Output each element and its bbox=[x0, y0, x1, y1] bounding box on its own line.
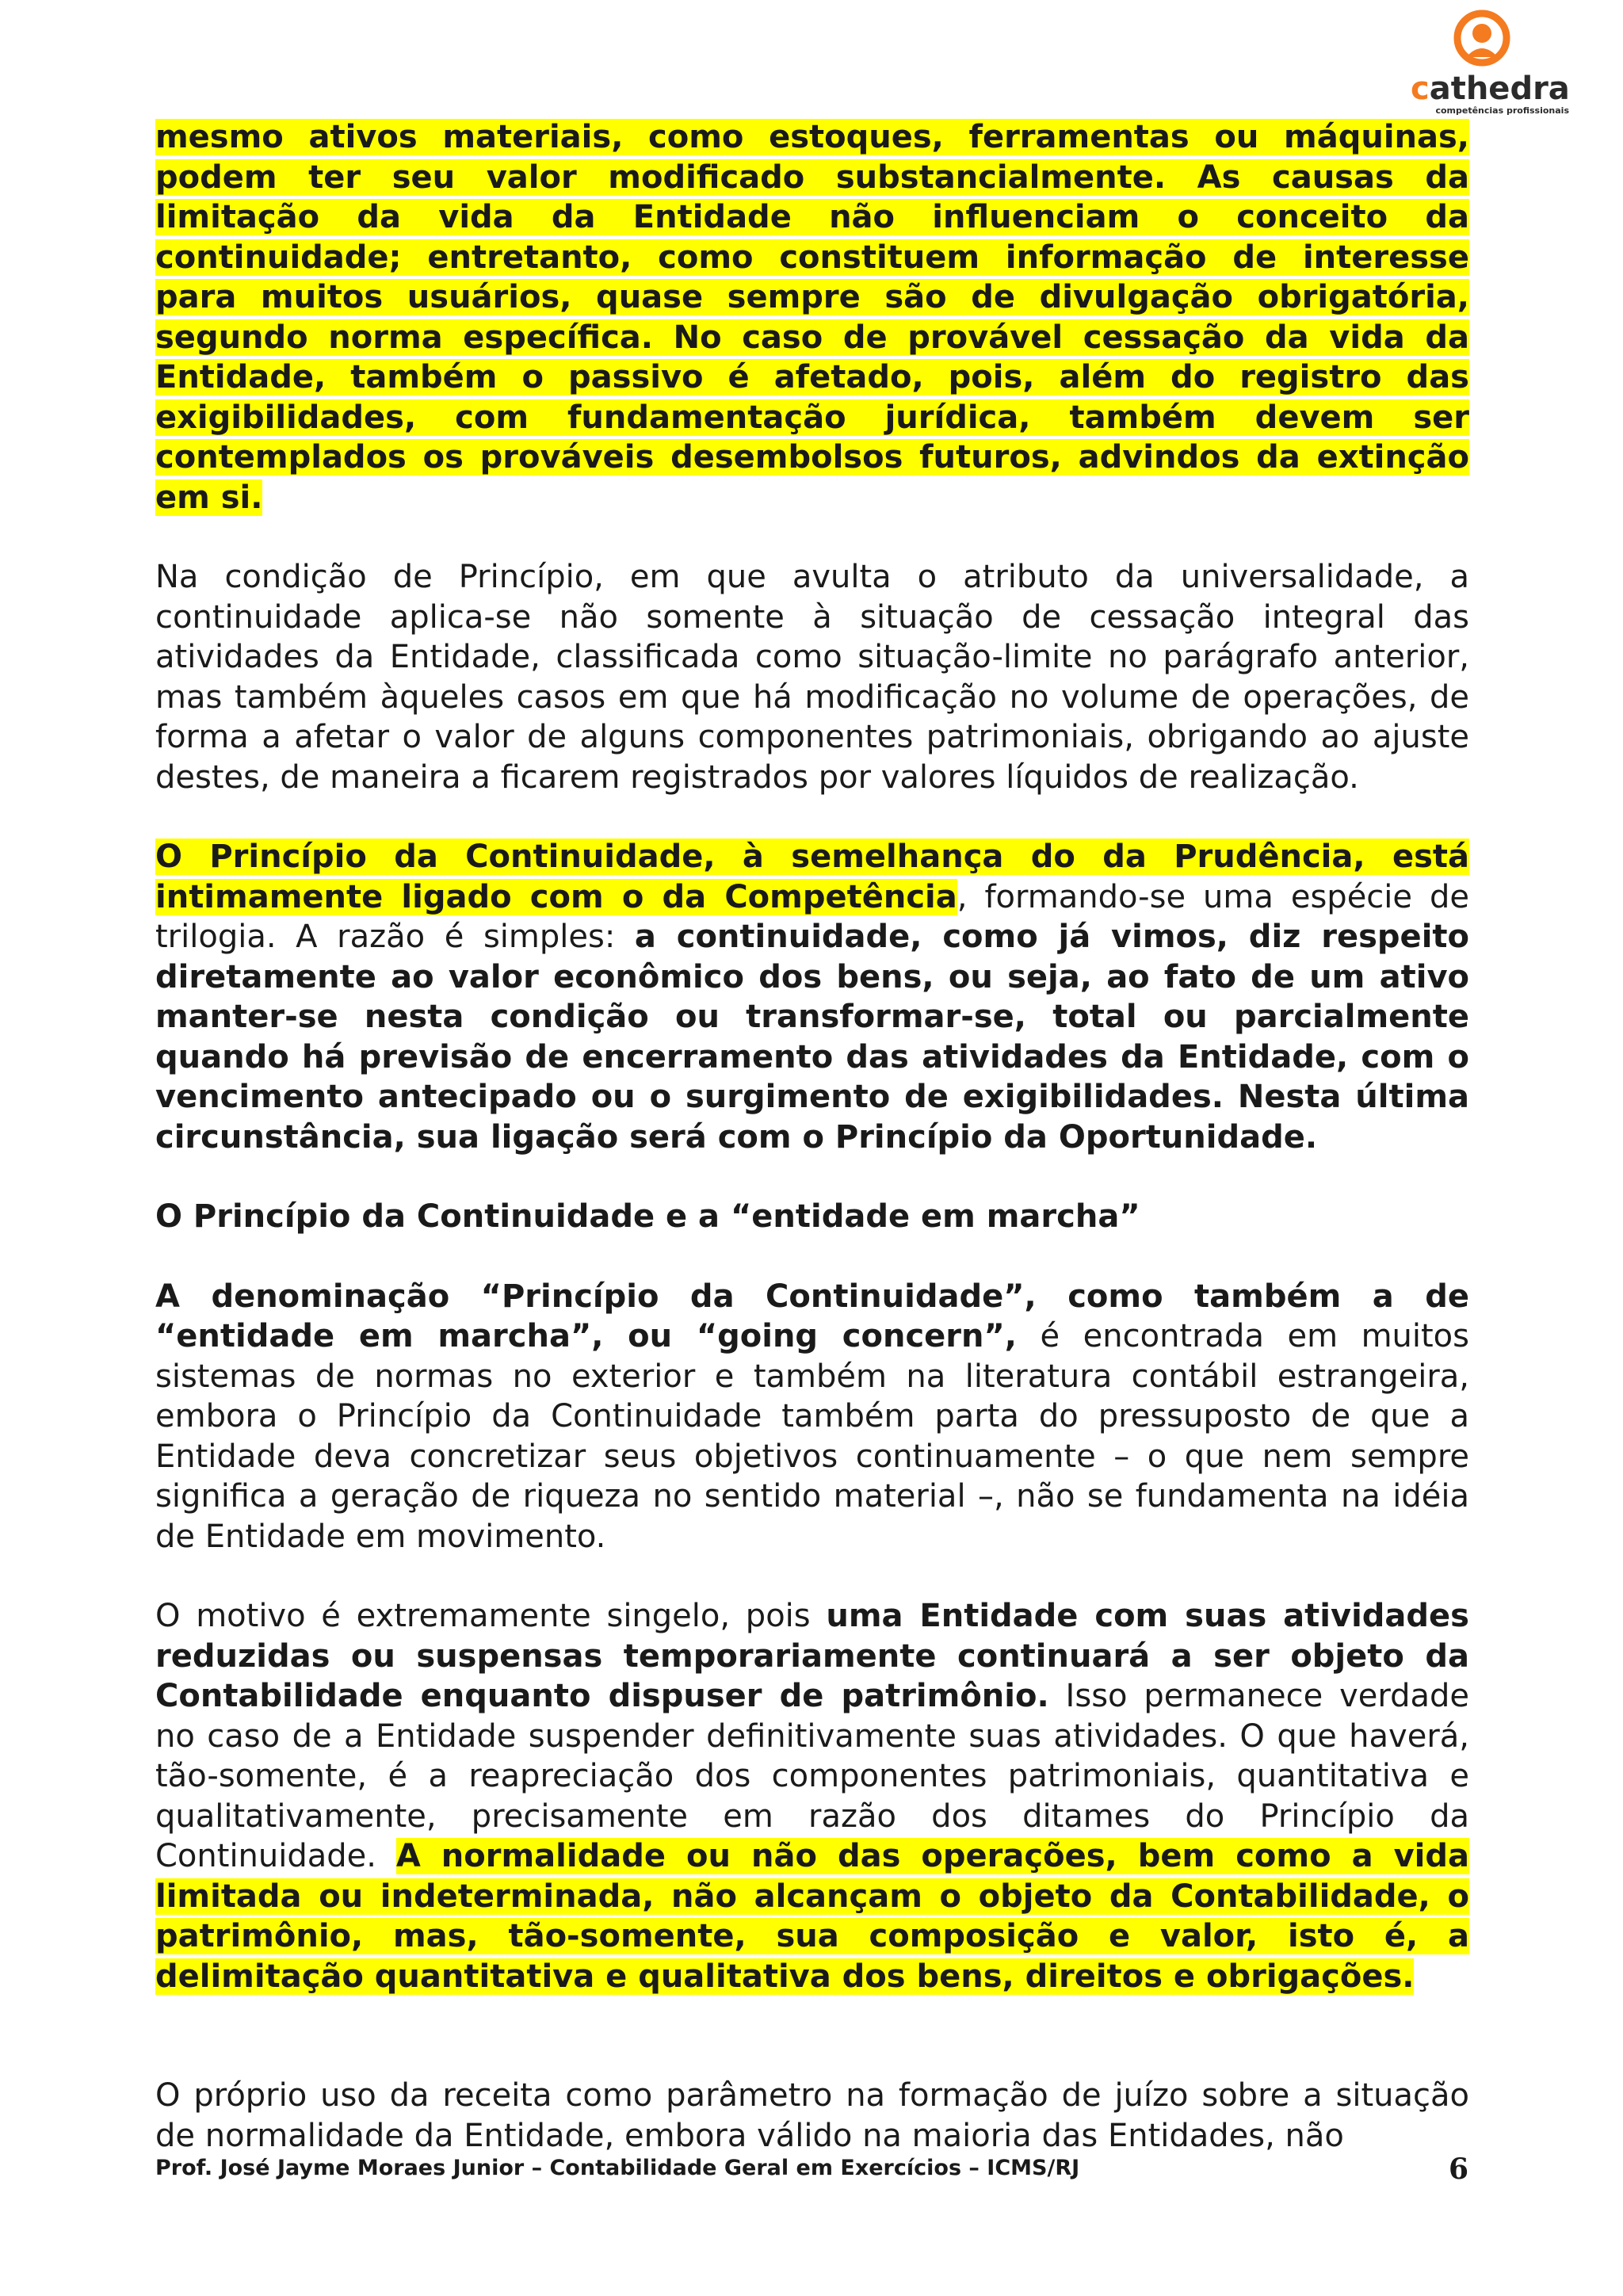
logo-person-icon bbox=[1453, 10, 1510, 67]
highlighted-text: mesmo ativos materiais, como estoques, ferramentas ou máquinas, podem ter seu valor modificado substancialmente. As causas da limitação da vida da Entidade não influenciam o conceito da continuidade; entretanto, como constituem informação de interesse para muitos usuários, quase sempre são de divulgação obrigatória, segundo norma específica. No caso de provável cessação da vida da Entidade, também o passivo é afetado, pois, além do registro das exigibilidades, com fundamentação jurídica, também devem ser contemplados os prováveis desembolsos futuros, advindos da extinção em si. bbox=[155, 119, 1469, 516]
highlighted-text: O Princípio da Continuidade, à semelhança do da Prudência, está intimamente ligado com o da Competência bbox=[155, 839, 1469, 915]
cathedra-logo bbox=[1411, 10, 1570, 116]
footer-author-title: Prof. José Jayme Moraes Junior – Contabilidade Geral em Exercícios – ICMS/RJ bbox=[155, 2156, 1080, 2180]
logo-wordmark bbox=[1411, 73, 1569, 105]
body-text: O motivo é extremamente singelo, pois bbox=[155, 1598, 827, 1634]
body-text: Na condição de Princípio, em que avulta o atributo da universalidade, a continuidade aplica-se não somente à situação de cessação integral das atividades da Entidade, classificada como situação-limite no parágrafo anterior, mas também àqueles casos em que há modificação no volume de operações, de forma a afetar o valor de alguns componentes patrimoniais, obrigando ao ajuste destes, de maneira a ficarem registrados por valores líquidos de realização. bbox=[155, 559, 1469, 796]
logo-tagline: competências profissionais bbox=[1435, 105, 1569, 116]
paragraph-4 bbox=[155, 1277, 1469, 1557]
paragraph-2 bbox=[155, 557, 1469, 797]
logo-wordmark-first: c bbox=[1411, 71, 1430, 107]
paragraph-1 bbox=[155, 117, 1469, 518]
body-text: , formando-se uma espécie de trilogia. A razão é simples: bbox=[155, 878, 1469, 955]
body-text: O próprio uso da receita como parâmetro na formação de juízo sobre a situação de normalidade da Entidade, embora válido na maioria das Entidades, não bbox=[155, 2077, 1469, 2154]
highlighted-text: A normalidade ou não das operações, bem como a vida limitada ou indeterminada, não alcançam o objeto da Contabilidade, o patrimônio, mas, tão-somente, sua composição e valor, isto é, a delimitação quantitativa e qualitativa dos bens, direitos e obrigações. bbox=[155, 1838, 1469, 1995]
bold-text: A denominação “Princípio da Continuidade”, como também a de “entidade em marcha”, ou “going concern”, bbox=[155, 1278, 1469, 1354]
paragraph-5 bbox=[155, 1596, 1469, 1996]
body-text: é encontrada em muitos sistemas de normas no exterior e também na literatura contábil estrangeira, embora o Princípio da Continuidade também parta do pressuposto de que a Entidade deva concretizar seus objetivos continuamente – o que nem sempre significa a geração de riqueza no sentido material –, não se fundamenta na idéia de Entidade em movimento. bbox=[155, 1318, 1469, 1555]
paragraph-3 bbox=[155, 837, 1469, 1157]
section-heading: O Princípio da Continuidade e a “entidade em marcha” bbox=[155, 1198, 1140, 1235]
logo-wordmark-rest: athedra bbox=[1429, 71, 1570, 107]
body-text: Isso permanece verdade no caso de a Entidade suspender definitivamente suas atividades. O que haverá, tão-somente, é a reapreciação dos componentes patrimoniais, quantitativa e qualitativamente, precisamente em razão dos ditames do Princípio da Continuidade. bbox=[155, 1678, 1469, 1874]
bold-text: uma Entidade com suas atividades reduzidas ou suspensas temporariamente continuará a ser objeto da Contabilidade enquanto dispuser de patrimônio. bbox=[155, 1598, 1469, 1714]
paragraph-6 bbox=[155, 2076, 1469, 2156]
page-number: 6 bbox=[1449, 2153, 1469, 2186]
bold-text: a continuidade, como já vimos, diz respeito diretamente ao valor econômico dos bens, ou seja, ao fato de um ativo manter-se nesta condição ou transformar-se, total ou parcialmente quando há previsão de encerramento das atividades da Entidade, com o vencimento antecipado ou o surgimento de exigibilidades. Nesta última circunstância, sua ligação será com o Princípio da Oportunidade. bbox=[155, 919, 1470, 1156]
page-body bbox=[155, 117, 1469, 2195]
